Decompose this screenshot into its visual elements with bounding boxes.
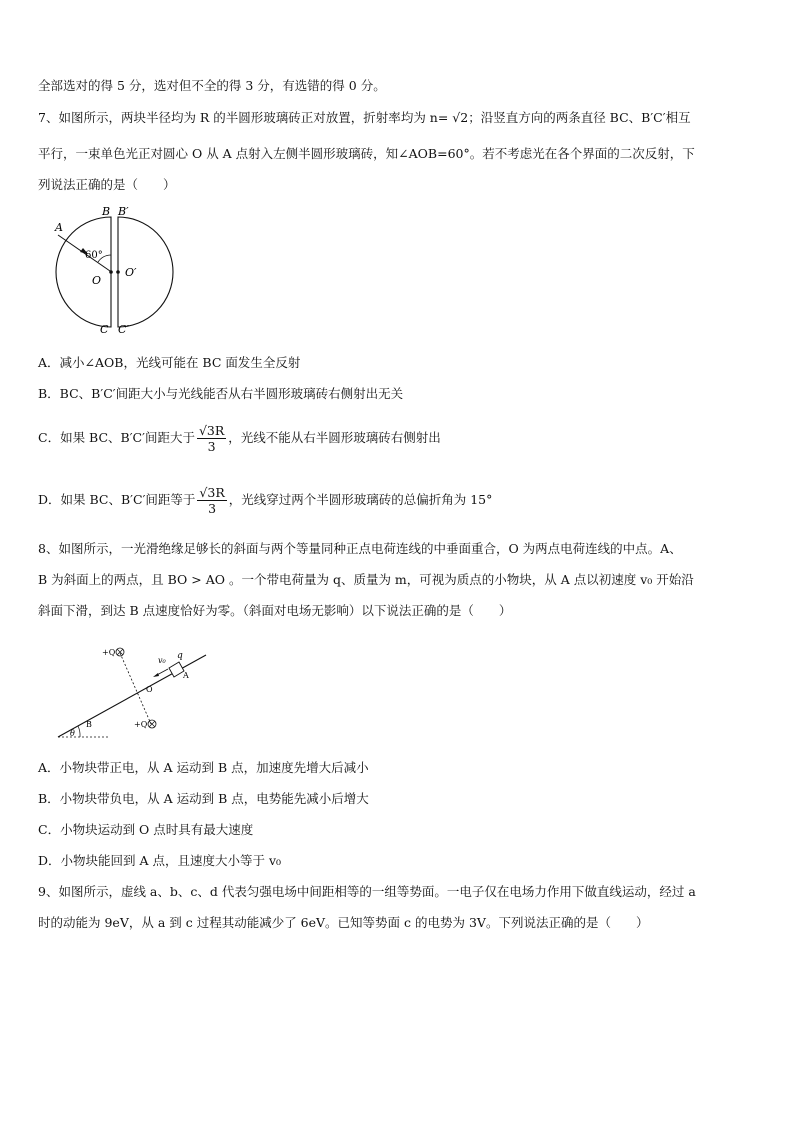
label-q: q xyxy=(177,651,183,661)
q7-option-d-post: ，光线穿过两个半圆形玻璃砖的总偏折角为 15° xyxy=(228,492,493,507)
q7-option-d-pre: D．如果 BC、B′C′间距等于 xyxy=(38,492,196,507)
label-v0: v₀ xyxy=(158,656,166,665)
label-C-prime: C′ xyxy=(118,323,129,335)
q9-stem-line2: 时的动能为 9eV，从 a 到 c 过程其动能减少了 6eV。已知等势面 c 的电势为 3V。下列说法正确的是（ ） xyxy=(38,915,649,930)
label-B: B xyxy=(86,720,92,729)
q7-stem-line3: 列说法正确的是（ ） xyxy=(38,177,176,192)
label-O: O xyxy=(92,274,102,287)
q8-option-d: D．小物块能回到 A 点，且速度大小等于 v₀ xyxy=(38,853,282,868)
label-plus-q-top: +Q xyxy=(102,648,116,657)
q7-option-c xyxy=(38,421,441,455)
fraction-numerator: √3R xyxy=(199,485,225,500)
fraction-denominator: 3 xyxy=(207,439,216,454)
label-B-prime: B′ xyxy=(118,205,129,218)
q7-option-c-pre: C．如果 BC、B′C′间距大于 xyxy=(38,430,195,445)
label-angle: 60° xyxy=(85,250,103,261)
q7-option-a: A．减小∠AOB，光线可能在 BC 面发生全反射 xyxy=(38,355,301,370)
center-o xyxy=(109,270,113,274)
q7-option-d xyxy=(38,483,492,517)
label-C: C xyxy=(100,323,109,335)
q8-option-a: A．小物块带正电，从 A 运动到 B 点，加速度先增大后减小 xyxy=(38,760,369,775)
q7-stem-line1: 7、如图所示，两块半径均为 R 的半圆形玻璃砖正对放置，折射率均为 n= √2；沿竖直方向的两条直径 BC、B′C′相互 xyxy=(38,110,691,125)
label-B: B xyxy=(102,205,111,218)
q8-stem-line3: 斜面下滑，到达 B 点速度恰好为零。（斜面对电场无影响）以下说法正确的是（ ） xyxy=(38,603,512,618)
label-O-prime: O′ xyxy=(125,266,137,279)
q7-option-c-fraction xyxy=(197,423,226,454)
q8-option-c: C．小物块运动到 O 点时具有最大速度 xyxy=(38,822,254,837)
label-A: A xyxy=(55,221,63,234)
incline-line xyxy=(58,655,206,737)
label-A: A xyxy=(183,671,189,680)
center-o-prime xyxy=(116,270,120,274)
label-plus-q-bottom: +Q xyxy=(134,720,148,729)
q8-stem-line2: B 为斜面上的两点，且 BO > AO 。一个带电荷量为 q、质量为 m，可视为质点的小物块，从 A 点以初速度 v₀ 开始沿 xyxy=(38,572,694,587)
q7-figure xyxy=(48,205,178,335)
q7-option-c-post: ，光线不能从右半圆形玻璃砖右侧射出 xyxy=(228,430,441,445)
q8-figure xyxy=(38,640,218,742)
fraction-denominator: 3 xyxy=(208,501,217,516)
q7-option-d-fraction xyxy=(197,485,226,516)
fraction-numerator: √3R xyxy=(198,423,225,438)
q9-stem-line1: 9、如图所示，虚线 a、b、c、d 代表匀强电场中间距相等的一组等势面。一电子仅在电场力作用下做直线运动，经过 a xyxy=(38,884,696,899)
q8-stem-line1: 8、如图所示，一光滑绝缘足够长的斜面与两个等量同种正点电荷连线的中垂面重合，O 为两点电荷连线的中点。A、 xyxy=(38,541,682,556)
q8-option-b: B．小物块带负电，从 A 运动到 B 点，电势能先减小后增大 xyxy=(38,791,369,806)
theta-arc xyxy=(78,726,80,737)
label-O: O xyxy=(146,685,153,694)
label-theta: θ xyxy=(70,729,75,738)
q7-option-b: B．BC、B′C′间距大小与光线能否从右半圆形玻璃砖右侧射出无关 xyxy=(38,386,404,401)
intro-line: 全部选对的得 5 分，选对但不全的得 3 分，有选错的得 0 分。 xyxy=(38,78,386,93)
left-semicircle xyxy=(56,217,111,327)
q7-stem-line2: 平行，一束单色光正对圆心 O 从 A 点射入左侧半圆形玻璃砖，知∠AOB=60°。若不考虑光在各个界面的二次反射，下 xyxy=(38,146,695,161)
